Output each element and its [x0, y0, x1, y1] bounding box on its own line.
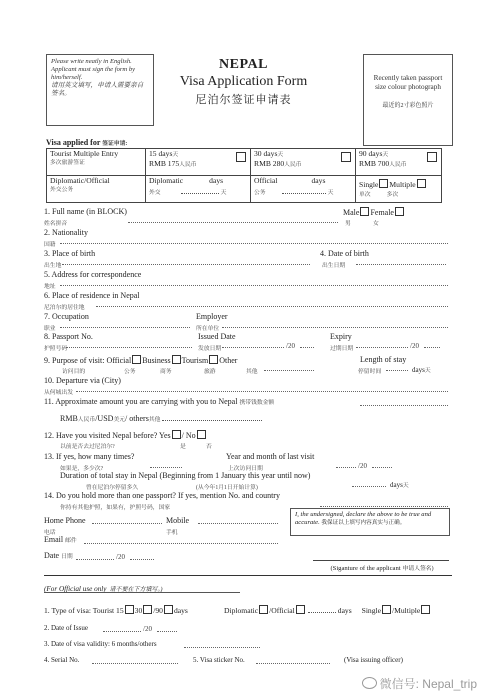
- single-cn: 单次: [359, 191, 371, 198]
- official-days-cn: 天: [327, 189, 334, 196]
- purpose-official-cn: 公务: [124, 369, 136, 375]
- photo-instruction: Recently taken passport size colour photograph: [373, 74, 443, 92]
- duration-days-label: days: [390, 481, 403, 489]
- official-diplomatic-checkbox[interactable]: [259, 605, 268, 614]
- official-days-field[interactable]: [282, 186, 326, 194]
- birth-place-field[interactable]: [62, 264, 310, 265]
- purpose-label: 9. Purpose of visit: Official: [44, 356, 132, 365]
- opt90-days: 90 days: [359, 149, 383, 158]
- watermark: [362, 675, 477, 692]
- visited-before-label: 12. Have you visited Nepal before? Yes: [44, 431, 171, 440]
- expiry-label: Expiry: [330, 332, 352, 341]
- nationality-field[interactable]: [60, 243, 448, 244]
- home-phone-label: Home Phone: [44, 516, 86, 525]
- official-15-checkbox[interactable]: [125, 605, 134, 614]
- official-header: (For Official use only: [44, 585, 107, 593]
- visa-fee-table: [46, 148, 442, 203]
- tourist-label: Tourist Multiple Entry: [50, 149, 119, 158]
- visited-before-cn: 以前是否去过尼泊尔?: [60, 444, 115, 450]
- last-visit-year-prefix: /20: [358, 462, 367, 470]
- diplomatic-days-cell[interactable]: [146, 176, 251, 203]
- email-cn: 邮件: [65, 538, 77, 544]
- other-passport-label: 14. Do you hold more than one passport? If yes, mention No. and country: [44, 491, 280, 500]
- female-cn: 女: [373, 221, 379, 227]
- occupation-field[interactable]: [60, 327, 190, 328]
- official-multiple-checkbox[interactable]: [421, 605, 430, 614]
- official-official-label: /Official: [269, 606, 295, 615]
- checkbox-90-days[interactable]: [427, 152, 437, 162]
- birth-date-cn: 出生日期: [322, 263, 346, 269]
- male-cn: 男: [345, 221, 351, 227]
- birth-place-cn: 出生地: [44, 263, 62, 269]
- official-issue-year-prefix: /20: [143, 625, 152, 633]
- date-year-prefix: /20: [116, 553, 125, 561]
- amount-cn: 携带钱数金额: [239, 400, 275, 406]
- diplomatic-days: days: [209, 176, 224, 185]
- amount-usd-cn: 美元: [113, 417, 126, 423]
- opt90-rmb-cn: 人民币: [389, 161, 407, 168]
- last-visit-cn: 上次访问日期: [228, 466, 263, 472]
- employer-label: Employer: [196, 312, 228, 321]
- purpose-business-checkbox[interactable]: [172, 355, 181, 364]
- duration-cn-note: (从今年1月1日开始计算): [196, 485, 258, 491]
- amount-others-cn: 其他: [148, 417, 161, 423]
- mobile-field[interactable]: [198, 523, 278, 524]
- opt15-days: 15 days: [149, 149, 173, 158]
- last-visit-field[interactable]: [336, 467, 356, 468]
- official-visa-type-label: 1. Type of visa: Tourist 15: [44, 606, 124, 615]
- official-divider: [44, 575, 452, 576]
- diplomatic-days-cn: 天: [220, 189, 227, 196]
- single-checkbox[interactable]: [379, 179, 388, 188]
- signature-label: (Siganture of the applicant: [330, 565, 401, 572]
- official-days2-label: days: [337, 606, 352, 615]
- diplomatic-official-cell: [47, 176, 146, 203]
- mobile-cn: 手机: [166, 530, 178, 536]
- tourist-cell: [47, 149, 146, 176]
- multiple-checkbox[interactable]: [417, 179, 426, 188]
- other-passport-cn: 你持有其他护照，如果有，护照号码，国家: [60, 505, 171, 511]
- form-title-country: NEPAL: [219, 57, 268, 72]
- last-visit-year-field[interactable]: [372, 467, 392, 468]
- official-official-checkbox[interactable]: [296, 605, 305, 614]
- official-single-label: Single: [361, 606, 382, 615]
- address-cn: 地址: [44, 284, 56, 290]
- times-cn: 如果是，多少次?: [60, 466, 104, 472]
- opt30-days: 30 days: [254, 149, 278, 158]
- declaration-box: [290, 508, 450, 536]
- residence-field[interactable]: [96, 306, 448, 307]
- official-issuing-officer: (Visa issuing officer): [344, 656, 403, 664]
- visited-no-checkbox[interactable]: [197, 430, 206, 439]
- diplomatic-official-label: Diplomatic/Official: [50, 176, 110, 185]
- official-header-underline: [44, 592, 240, 593]
- stay-length-field[interactable]: [386, 370, 408, 371]
- purpose-tourism-label: Tourism: [181, 356, 209, 365]
- visited-no-label: / No: [181, 431, 196, 440]
- issued-year-prefix: /20: [286, 342, 295, 350]
- amount-rmb-label: RMB: [60, 414, 78, 423]
- declaration-en: I, the undersigned, declare the above to be true and accurate.: [295, 511, 432, 526]
- stay-length-cn: 停留时间: [358, 369, 382, 375]
- residence-cn: 尼泊尔的居住地: [44, 305, 85, 311]
- duration-days-cn: 天: [402, 483, 409, 489]
- full-name-field[interactable]: [128, 222, 338, 223]
- multiple-cn: 多次: [386, 191, 399, 198]
- other-passport-field[interactable]: [320, 506, 448, 507]
- opt90-days-cn: 天: [382, 152, 389, 158]
- diplomatic-days-field[interactable]: [181, 186, 219, 194]
- watermark-text: 微信号: Nepal_trip: [379, 677, 477, 691]
- purpose-official-checkbox[interactable]: [132, 355, 141, 364]
- email-label: Email: [44, 535, 64, 544]
- checkbox-30-days[interactable]: [341, 152, 351, 162]
- diplomatic-official-cn: 外交公务: [50, 186, 74, 193]
- option-30-days[interactable]: [251, 149, 356, 176]
- opt90-rmb: RMB 700: [359, 158, 390, 168]
- occupation-cn: 职业: [44, 326, 56, 332]
- official-sticker-field[interactable]: [256, 663, 330, 664]
- instructions-cn: 请用英文填写，申请人需要亲自签名。: [51, 82, 144, 97]
- wechat-icon: [362, 677, 377, 689]
- birth-date-field[interactable]: [356, 264, 446, 265]
- official-validity-label: 3. Date of visa validity: 6 months/others: [44, 640, 157, 648]
- official-days-field[interactable]: [308, 605, 336, 613]
- amount-label: 11. Approximate amount you are carrying with you to Nepal: [44, 397, 238, 406]
- female-label: Female: [370, 208, 394, 217]
- issued-date-field[interactable]: [222, 347, 284, 348]
- checkbox-15-days[interactable]: [236, 152, 246, 162]
- departure-label: 10. Departure via (City): [44, 376, 121, 385]
- option-90-days[interactable]: [356, 149, 442, 176]
- official-serial-label: 4. Serial No.: [44, 656, 80, 664]
- official-days-label: days: [173, 606, 188, 615]
- issued-date-label: Issued Date: [198, 332, 236, 341]
- purpose-tourism-checkbox[interactable]: [209, 355, 218, 364]
- official-90-checkbox[interactable]: [164, 605, 173, 614]
- official-30-checkbox[interactable]: [143, 605, 152, 614]
- departure-field[interactable]: [76, 391, 448, 392]
- purpose-business-label: Business: [142, 356, 171, 365]
- passport-no-cn: 护照号码: [44, 346, 68, 352]
- visa-applied-cn: 签证申请:: [102, 141, 128, 147]
- mobile-label: Mobile: [166, 516, 190, 525]
- diplomatic-label: Diplomatic: [149, 176, 184, 185]
- official-diplomatic-label: Diplomatic: [224, 606, 259, 615]
- single-label: Single: [359, 180, 379, 189]
- nationality-cn: 国籍: [44, 242, 56, 248]
- departure-cn: 从何城出发: [44, 390, 73, 396]
- official-issue-year-field[interactable]: [157, 631, 177, 632]
- issued-year-field[interactable]: [300, 347, 314, 348]
- purpose-other-label: Other: [219, 356, 238, 365]
- employer-cn: 所在单位: [196, 326, 220, 332]
- last-visit-label: Year and month of last visit: [226, 452, 315, 461]
- form-title: Visa Application Form: [179, 74, 308, 89]
- male-label: Male: [343, 208, 360, 217]
- birth-place-label: 3. Place of birth: [44, 249, 96, 258]
- female-checkbox[interactable]: [395, 207, 404, 216]
- duration-field[interactable]: [352, 486, 386, 487]
- expiry-year-prefix: /20: [410, 342, 419, 350]
- times-label: 13. If yes, how many times?: [44, 452, 135, 461]
- official-days-cell[interactable]: [251, 176, 356, 203]
- official-30-label: 30: [134, 606, 143, 615]
- amount-others-label: / others: [125, 414, 149, 423]
- amount-rmb-cn: 人民币: [77, 417, 96, 423]
- employer-field[interactable]: [222, 327, 448, 328]
- purpose-cn: 访问目的: [62, 369, 86, 375]
- opt15-rmb-cn: 人民币: [179, 161, 197, 168]
- male-checkbox[interactable]: [360, 207, 369, 216]
- form-title-cn: 尼泊尔签证申请表: [195, 94, 292, 106]
- diplomatic-cn: 外交: [149, 189, 161, 196]
- date-year-field[interactable]: [130, 559, 154, 560]
- purpose-business-cn: 商务: [160, 369, 172, 375]
- multiple-label: Multiple: [389, 180, 416, 189]
- full-name-cn: 姓名拼音: [44, 221, 68, 227]
- official-header-cn: 请不要在下方填写。): [109, 587, 163, 593]
- official-single-checkbox[interactable]: [382, 605, 391, 614]
- official-serial-field[interactable]: [92, 663, 178, 664]
- official-90-label: /90: [153, 606, 163, 615]
- purpose-other-cn: 其他: [246, 369, 258, 375]
- occupation-label: 7. Occupation: [44, 312, 89, 321]
- opt15-rmb: RMB 175: [149, 158, 180, 168]
- issued-date-cn: 发放日期: [198, 346, 222, 352]
- address-label: 5. Address for correspondence: [44, 270, 142, 279]
- opt30-rmb-cn: 人民币: [284, 161, 302, 168]
- official-cn: 公务: [254, 189, 266, 196]
- option-15-days[interactable]: [146, 149, 251, 176]
- official-issue-date-field[interactable]: [103, 631, 141, 632]
- expiry-cn: 过期日期: [330, 346, 354, 352]
- passport-no-field[interactable]: [66, 347, 192, 348]
- birth-date-label: 4. Date of birth: [320, 249, 369, 258]
- opt30-days-cn: 天: [277, 152, 284, 158]
- duration-label: Duration of total stay in Nepal (Beginning from 1 January this year until now): [60, 471, 311, 480]
- nationality-label: 2. Nationality: [44, 228, 88, 237]
- visited-yes-cn: 是: [180, 444, 186, 450]
- entry-type-cell[interactable]: [356, 176, 442, 203]
- official-validity-field[interactable]: [184, 647, 260, 648]
- declaration-cn: 我保证以上填写内容真实与正确。: [321, 520, 406, 526]
- opt30-rmb: RMB 280: [254, 158, 285, 168]
- official-multiple-label: /Multiple: [392, 606, 421, 615]
- official-days: days: [311, 176, 326, 185]
- visited-no-cn: 否: [206, 444, 212, 450]
- full-name-label: 1. Full name (in BLOCK): [44, 207, 127, 216]
- date-field[interactable]: [76, 559, 114, 560]
- signature-cn: 申请人签名): [402, 566, 434, 572]
- duration-cn: 曾在尼泊尔停留多久: [86, 485, 139, 491]
- photo-instruction-cn: 最近的2寸彩色照片: [382, 102, 434, 109]
- purpose-tourism-cn: 旅游: [204, 369, 216, 375]
- official-issue-date-label: 2. Date of Issue: [44, 624, 88, 632]
- stay-length-label: Length of stay: [360, 355, 407, 364]
- expiry-year-field[interactable]: [424, 347, 440, 348]
- email-field[interactable]: [84, 543, 278, 544]
- signature-line[interactable]: [313, 560, 449, 561]
- amount-usd-label: /USD: [95, 414, 114, 423]
- photo-box[interactable]: [363, 54, 453, 146]
- expiry-date-field[interactable]: [356, 347, 408, 348]
- stay-days-label: days: [412, 366, 425, 374]
- address-field[interactable]: [60, 285, 448, 286]
- tourist-cn: 多次旅游签证: [50, 159, 85, 166]
- date-cn: 日期: [61, 554, 73, 560]
- home-phone-cn: 电话: [44, 530, 56, 536]
- purpose-other-field[interactable]: [264, 370, 314, 371]
- amount-others-field[interactable]: [162, 413, 262, 421]
- visited-yes-checkbox[interactable]: [172, 430, 181, 439]
- official-label: Official: [254, 176, 278, 185]
- instructions-en: Please write neatly in English. Applicant must sign the form by him/herself.: [51, 58, 136, 81]
- date-label: Date: [44, 551, 60, 560]
- home-phone-field[interactable]: [92, 523, 162, 524]
- times-field[interactable]: [150, 467, 182, 468]
- opt15-days-cn: 天: [172, 152, 179, 158]
- stay-days-cn: 天: [424, 368, 431, 374]
- visa-applied-label: Visa applied for: [46, 138, 101, 147]
- residence-label: 6. Place of residence in Nepal: [44, 291, 140, 300]
- amount-field[interactable]: [360, 405, 448, 406]
- official-sticker-label: 5. Visa sticker No.: [193, 656, 245, 664]
- passport-no-label: 8. Passport No.: [44, 332, 93, 341]
